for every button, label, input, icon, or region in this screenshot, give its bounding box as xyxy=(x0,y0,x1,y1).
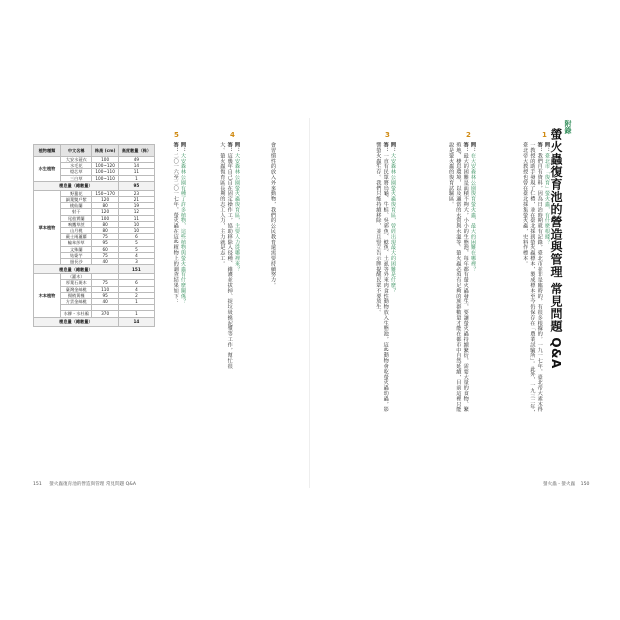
question-label: 問： xyxy=(470,142,476,153)
answer-label: 答： xyxy=(462,142,469,153)
qa-block-5 xyxy=(160,142,186,372)
table-cell: 23 xyxy=(118,190,154,196)
table-cell: 水毛花 xyxy=(61,163,92,169)
subtotal-value: 151 xyxy=(118,265,154,274)
question-text: 大安森林公園有種了許多植物，這些植物與螢火蟲有什麼關係？ xyxy=(180,152,186,305)
page-number: 151 xyxy=(33,482,42,487)
table-cell: 輪傘莎草 xyxy=(61,240,92,246)
table-cell: 6 xyxy=(118,234,154,240)
table-cell: 95 xyxy=(92,292,118,298)
plant-table xyxy=(33,144,155,327)
table-cell: 11 xyxy=(118,169,154,175)
subtotal-label: 棲息量（總數量） xyxy=(34,265,119,274)
right-footer xyxy=(543,481,595,487)
question-number: 1 xyxy=(542,131,547,139)
table-cell: 40 xyxy=(92,299,118,305)
table-cell: 40 xyxy=(92,259,118,265)
table-cell: 49 xyxy=(118,157,154,163)
answer-text: 一直有民眾將烏龜、牛蛙、吳郭魚、鯰魚、土虱等外來肉食性動物放入生態池，這些動物會吃螢火蟲幼蟲，影響螢火蟲生存。我們只能持續移除，並且豎立告示牌提醒民眾不要放生。 xyxy=(375,142,389,413)
table-cell: 370 xyxy=(92,311,118,317)
table-cell: 80 xyxy=(92,228,118,234)
table-cell: 蕨士兩蘆蘿 xyxy=(61,234,92,240)
answer-label: 答： xyxy=(226,142,233,153)
qa-block-2 xyxy=(410,142,476,417)
table-cell: 5 xyxy=(118,246,154,252)
answer-label: 答： xyxy=(172,142,179,153)
table-cell: 11 xyxy=(118,215,154,221)
answer-label: 答： xyxy=(536,142,543,153)
question-label: 問： xyxy=(390,142,396,153)
table-cell: 1 xyxy=(118,175,154,181)
table-cell: 80 xyxy=(92,203,118,209)
table-cell: 120 xyxy=(92,197,118,203)
table-cell: 19 xyxy=(118,203,154,209)
table-cell: 姑婆芋 xyxy=(61,252,92,258)
question-number: 4 xyxy=(230,131,235,139)
table-cell: 95 xyxy=(92,240,118,246)
table-cell: 4 xyxy=(118,286,154,292)
table-cell: 1 xyxy=(118,311,154,317)
answer-text: 我們自有資料，因為日治時期就有記錄，臺北市並非是臨時的，有很多根據的。一九一七年，臺北帝大素木得一教授的助手發現了仁禮，並在臺北採到螢火蟲標本，製成標本至今仍保存在「農業試驗所」。此外，一九三二年，臺北帝大教授也曾在臺北採集螢火蟲，史料作標本。 xyxy=(522,142,543,415)
table-cell: 100~110 xyxy=(92,169,118,175)
table-cell: 12 xyxy=(118,209,154,215)
subtotal-row xyxy=(34,265,155,274)
category-cell: 木本植物 xyxy=(34,274,61,317)
table-header: 中文名稱 xyxy=(61,145,92,157)
subtotal-row xyxy=(34,181,155,190)
question-text: 在大安森林公園復育螢火蟲，最大的困難在哪裡？ xyxy=(470,152,476,272)
table-cell: 桃仙蘭 xyxy=(61,203,92,209)
subtotal-value: 95 xyxy=(118,181,154,190)
chapter-title: 螢火蟲復育池的營造與管理 常見問題 Q&A xyxy=(549,128,563,369)
table-cell: 三白草 xyxy=(61,175,92,181)
table-header: 高度數量（株） xyxy=(118,145,154,157)
table-cell: 4 xyxy=(118,252,154,258)
table-cell: 120 xyxy=(92,209,118,215)
running-title: 螢火蟲・螢火蟲 xyxy=(543,482,576,487)
table-cell: 細葉雙戶紫 xyxy=(61,197,92,203)
page-number: 150 xyxy=(580,482,590,487)
table-header: 植物種類 xyxy=(34,145,61,157)
table-cell: 方雲金絲桃 xyxy=(61,299,92,305)
table-cell: 水柳・水杜鵑 xyxy=(61,311,92,317)
left-footer xyxy=(33,481,136,487)
question-text: 大安森林公園螢火蟲復育區，曾經出現最大的困難是什麼？ xyxy=(390,152,396,294)
question-number: 5 xyxy=(174,131,179,139)
qa-block-1 xyxy=(488,142,550,417)
table-cell: 射干 xyxy=(61,209,92,215)
table-cell: 1 xyxy=(118,299,154,305)
table-cell: 燈芯草 xyxy=(61,169,92,175)
table-cell: 10 xyxy=(118,221,154,227)
category-cell: 草本植物 xyxy=(34,190,61,264)
table-cell: 6 xyxy=(118,280,154,286)
table-cell: 臺灣金絲桃 xyxy=(61,286,92,292)
qa-block-4 xyxy=(200,142,240,372)
table-cell: 110 xyxy=(92,286,118,292)
table-cell: 10 xyxy=(118,228,154,234)
table-cell: 100~110 xyxy=(92,175,118,181)
table-header-row xyxy=(34,145,155,157)
answer-label: 答： xyxy=(382,142,389,153)
question-number: 2 xyxy=(466,131,471,139)
table-header: 株高 (cm) xyxy=(92,145,118,157)
table-cell: 揚梢黃槿 xyxy=(61,292,92,298)
table-cell: 100 xyxy=(92,215,118,221)
answer-text: 這幾年自己自在固定操作工，協助移除入侵種、維護並拔掉、捉垃圾換泥漿等工作，幫忙很大。螢火蟲復育區長期的志工人力，主力就是志工。 xyxy=(219,142,233,369)
table-cell: 100~120 xyxy=(92,163,118,169)
table-cell: 80 xyxy=(92,221,118,227)
subtotal-label: 棲息量（總數量） xyxy=(34,181,119,190)
qa-block-3 xyxy=(352,142,396,417)
question-number: 3 xyxy=(385,131,390,139)
table-cell: 2 xyxy=(118,292,154,298)
table-cell: 5 xyxy=(118,240,154,246)
answer-text: 最大的困難是面積不夠大，小小的生態池，每年都有螢火蟲發生，要讓螢火蟲持續繁衍，需要大量的食物、繁殖地、棲息環境，以及適當的水質與水溫等。螢火蟲必須有足夠的族群數量才能在都市中自然延續，目前這裡只能說是螢火蟲的復育試驗區。 xyxy=(448,142,469,413)
running-title: 螢火蟲復育池的營造與管理 常見問題 Q&A xyxy=(49,482,137,487)
appendix-tag: 附錄 xyxy=(564,120,572,134)
subtotal-row xyxy=(34,317,155,326)
table-cell: 文殊蘭 xyxy=(61,246,92,252)
table-cell: 尾茄實蘭 xyxy=(61,215,92,221)
table-cell: 厚葉石斑木 xyxy=(61,280,92,286)
table-cell: 75 xyxy=(92,280,118,286)
table-cell: 過長沙 xyxy=(61,259,92,265)
table-cell: 山月桃 xyxy=(61,228,92,234)
table-cell: 60 xyxy=(92,246,118,252)
table-cell: （灌木） xyxy=(61,274,92,280)
table-cell: 鳴鷹草蔗 xyxy=(61,221,92,227)
right-page xyxy=(310,0,620,620)
question-text: 大安森林公園螢火蟲復育區，主要人力從哪裡來？ xyxy=(234,152,240,272)
subtotal-value: 14 xyxy=(118,317,154,326)
table-cell: 野薑花 xyxy=(61,190,92,196)
continued-text: 會習慣性的放入外來動物，我們的公民教育還需要持續努力。 xyxy=(270,142,276,288)
table-cell: 150~170 xyxy=(92,190,118,196)
table-cell: 3 xyxy=(118,259,154,265)
table-cell: 14 xyxy=(118,163,154,169)
question-label: 問： xyxy=(544,142,550,153)
table-cell: 75 xyxy=(92,252,118,258)
table-cell: 大安水蓑衣 xyxy=(61,157,92,163)
question-text: 臺北市「復育」螢火蟲，有什麼根據？ xyxy=(544,152,550,245)
subtotal-label: 棲息量（總數量） xyxy=(34,317,119,326)
table-cell: 75 xyxy=(92,234,118,240)
table-cell: 100 xyxy=(92,157,118,163)
question-label: 問： xyxy=(180,142,186,153)
table-cell: 21 xyxy=(118,197,154,203)
category-cell: 水生植物 xyxy=(34,157,61,182)
question-label: 問： xyxy=(234,142,240,153)
answer-text: 二〇一六至二〇一七年，螢火蟲在這些植物上的調查結果如下： xyxy=(172,152,179,305)
